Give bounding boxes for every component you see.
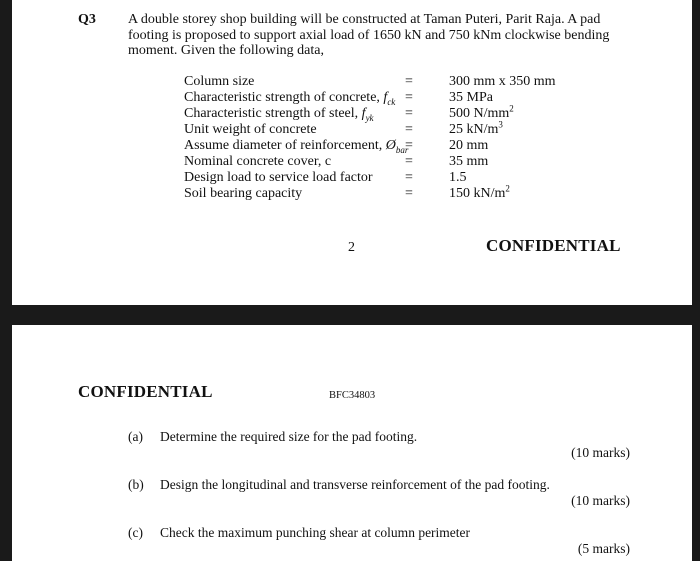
- data-label: Column size: [184, 74, 255, 89]
- data-label: Characteristic strength of steel, $f_{yk}$: [184, 106, 374, 123]
- intro-line: footing is proposed to support axial load of 1650 kN and 750 kNm clockwise bending: [128, 27, 610, 43]
- part-label: (a): [128, 429, 143, 444]
- question-intro: [128, 12, 634, 59]
- part-text: Design the longitudinal and transverse reinforcement of the pad footing.: [160, 477, 550, 492]
- data-value: 300 mm x 350 mm: [449, 74, 556, 89]
- part-text: Determine the required size for the pad footing.: [160, 429, 418, 444]
- confidential-header: CONFIDENTIAL: [78, 382, 213, 401]
- data-equals: =: [405, 170, 413, 185]
- data-value: 35 MPa: [449, 90, 493, 105]
- data-equals: =: [405, 74, 413, 89]
- confidential-footer: CONFIDENTIAL: [486, 236, 621, 255]
- question-number: Q3: [78, 12, 96, 27]
- data-value: 25 $kN/m^3$: [449, 119, 503, 137]
- data-equals: =: [405, 90, 413, 105]
- data-equals: =: [405, 122, 413, 137]
- data-label: Soil bearing capacity: [184, 186, 303, 201]
- data-equals: =: [405, 138, 413, 153]
- data-label: Unit weight of concrete: [184, 122, 317, 137]
- part-marks: (10 marks): [571, 445, 630, 460]
- page-number: 2: [348, 240, 355, 255]
- data-label: Characteristic strength of concrete, $f_{ck}$: [184, 90, 396, 107]
- part-text: Check the maximum punching shear at column perimeter: [160, 525, 471, 540]
- data-value: 1.5: [449, 170, 467, 185]
- data-value: 150 $kN/m^2$: [449, 183, 510, 201]
- data-value: 35 mm: [449, 154, 489, 169]
- intro-line: moment. Given the following data,: [128, 43, 324, 58]
- intro-line: A double storey shop building will be constructed at Taman Puteri, Parit Raja. A pad: [128, 12, 601, 27]
- course-code: BFC34803: [329, 390, 376, 401]
- data-equals: =: [405, 154, 413, 169]
- part-marks: (5 marks): [577, 541, 630, 556]
- part-label: (c): [128, 525, 143, 540]
- data-equals: =: [405, 186, 413, 201]
- data-label: Assume diameter of reinforcement, $Ø_{bar}$: [184, 138, 409, 155]
- data-value: 500 $N/mm^2$: [449, 103, 514, 121]
- data-label: Design load to service load factor: [184, 170, 373, 185]
- data-value: 20 mm: [449, 138, 489, 153]
- data-label: Nominal concrete cover, c: [184, 154, 332, 169]
- data-equals: =: [405, 106, 413, 121]
- part-label: (b): [128, 477, 144, 492]
- part-marks: (10 marks): [571, 493, 630, 508]
- exam-page-2: [0, 325, 700, 561]
